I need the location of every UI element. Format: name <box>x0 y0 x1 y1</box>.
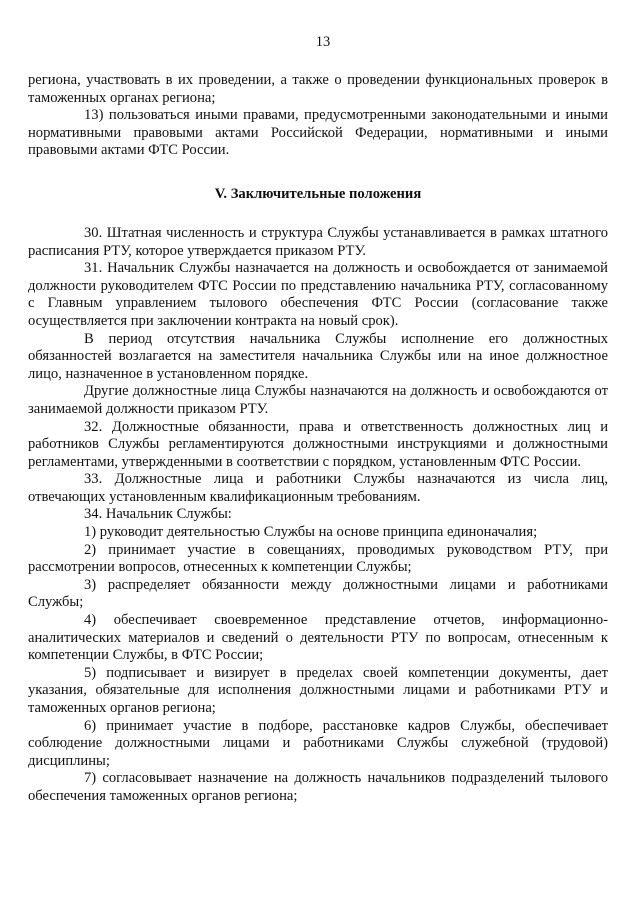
paragraph-31: 31. Начальник Службы назначается на должность и освобождается от занимаемой должности руководителем ФТС России по представлению начальника РТУ, согласованному с Главным управлением тылового обеспечения ФТС России (согласование также осуществляется при заключении контракта на новый срок). <box>28 260 608 329</box>
list-item-7: 7) согласовывает назначение на должность начальников подразделений тылового обеспечения таможенных органов региона; <box>28 770 608 804</box>
section-heading: V. Заключительные положения <box>214 185 422 202</box>
paragraph-31-absence: В период отсутствия начальника Службы исполнение его должностных обязанностей возлагается на заместителя начальника Службы или на иное должностное лицо, назначенное в установленном порядке. <box>28 330 608 382</box>
paragraph-31-other-officials: Другие должностные лица Службы назначаются на должность и освобождаются от занимаемой должности приказом РТУ. <box>28 383 608 417</box>
paragraph-33: 33. Должностные лица и работники Службы назначаются из числа лиц, отвечающих установленным квалификационным требованиям. <box>28 471 608 505</box>
paragraph-32: 32. Должностные обязанности, права и ответственность должностных лиц и работников Службы регламентируются должностными инструкциями и должностными регламентами, утвержденными в соответствии с порядком, установленным ФТС России. <box>28 418 608 470</box>
paragraph-30: 30. Штатная численность и структура Службы устанавливается в рамках штатного расписания РТУ, которое утверждается приказом РТУ. <box>28 224 608 259</box>
paragraph-continuation: региона, участвовать в их проведении, а также о проведении функциональных проверок в таможенных органах региона; <box>28 72 608 106</box>
paragraph-34: 34. Начальник Службы: <box>84 506 232 523</box>
list-item-6: 6) принимает участие в подборе, расстановке кадров Службы, обеспечивает соблюдение должностными лицами и работниками Службы служебной (трудовой) дисциплины; <box>28 717 608 769</box>
list-item-5: 5) подписывает и визирует в пределах своей компетенции документы, дает указания, обязательные для исполнения должностными лицами и работниками РТУ и таможенных органов региона; <box>28 664 608 716</box>
paragraph-item-13: 13) пользоваться иными правами, предусмотренными законодательными и иными нормативными правовыми актами Российской Федерации, нормативными и иными правовыми актами ФТС России. <box>28 107 608 159</box>
list-item-4: 4) обеспечивает своевременное представление отчетов, информационно-аналитических материалов и сведений о деятельности РТУ по вопросам, отнесенным к компетенции Службы, в ФТС России; <box>28 612 608 664</box>
document-page <box>28 34 608 806</box>
list-item-2: 2) принимает участие в совещаниях, проводимых руководством РТУ, при рассмотрении вопросов, отнесенных к компетенции Службы; <box>28 541 608 576</box>
list-item-1: 1) руководит деятельностью Службы на основе принципа единоначалия; <box>84 524 538 541</box>
list-item-3: 3) распределяет обязанности между должностными лицами и работниками Службы; <box>28 576 608 611</box>
page-number: 13 <box>315 34 331 50</box>
